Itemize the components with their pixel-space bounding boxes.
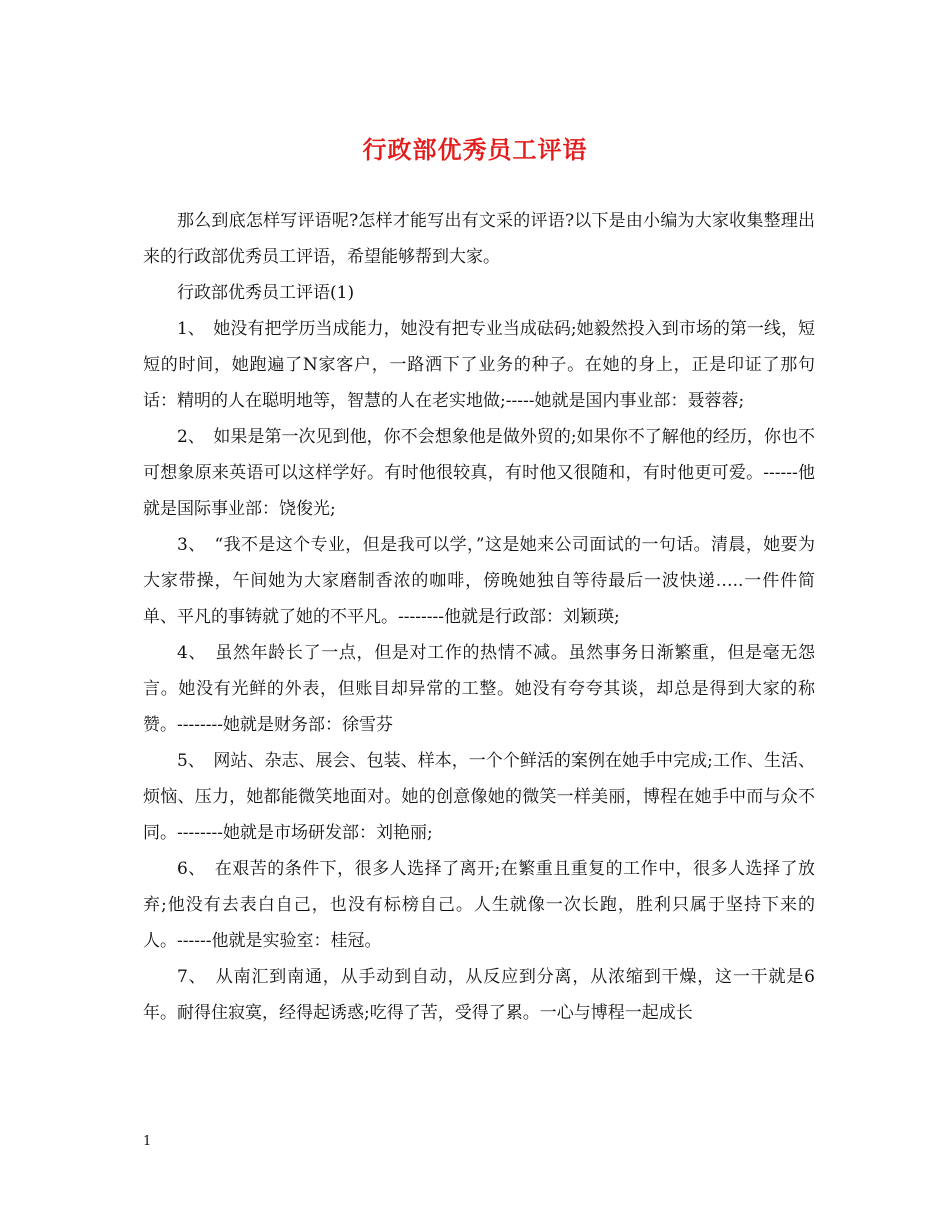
comment-paragraph-1: 1、 她没有把学历当成能力，她没有把专业当成砝码;她毅然投入到市场的第一线，短短的时间，她跑遍了N家客户，一路洒下了业务的种子。在她的身上，正是印证了那句话：精明的人在聪明地等，智慧的人在老实地做;-----她就是国内事业部：聂蓉蓉; [143,319,815,411]
comment-paragraph-7: 7、 从南汇到南通，从手动到自动，从反应到分离，从浓缩到干燥，这一干就是6年。耐得住寂寞，经得起诱惑;吃得了苦，受得了累。一心与博程一起成长 [143,967,815,1023]
comment-paragraph-4: 4、 虽然年龄长了一点，但是对工作的热情不减。虽然事务日渐繁重，但是毫无怨言。她没有光鲜的外表，但账目却异常的工整。她没有夸夸其谈，却总是得到大家的称赞。--------她就是财务部：徐雪芬 [143,643,815,735]
document-body [143,203,815,1031]
comment-paragraph-3: 3、 “我不是这个专业，但是我可以学，”这是她来公司面试的一句话。清晨，她要为大家带操，午间她为大家磨制香浓的咖啡，傍晚她独自等待最后一波快递…..一件件简单、平凡的事铸就了她的不平凡。--------他就是行政部：刘颖瑛; [143,535,815,627]
comment-paragraph-6: 6、 在艰苦的条件下，很多人选择了离开;在繁重且重复的工作中，很多人选择了放弃;他没有去表白自己，也没有标榜自己。人生就像一次长跑，胜利只属于坚持下来的人。------他就是实验室：桂冠。 [143,859,815,951]
page-number: 1 [143,1134,152,1149]
section-heading: 行政部优秀员工评语(1) [177,283,355,303]
comment-paragraph-2: 2、 如果是第一次见到他，你不会想象他是做外贸的;如果你不了解他的经历，你也不可想象原来英语可以这样学好。有时他很较真，有时他又很随和，有时他更可爱。------他就是国际事业部：饶俊光; [143,427,815,519]
comment-paragraph-5: 5、 网站、杂志、展会、包装、样本，一个个鲜活的案例在她手中完成;工作、生活、烦恼、压力，她都能微笑地面对。她的创意像她的微笑一样美丽，博程在她手中而与众不同。--------她就是市场研发部：刘艳丽; [143,751,815,843]
document-title: 行政部优秀员工评语 [362,136,588,164]
intro-paragraph: 那么到底怎样写评语呢?怎样才能写出有文采的评语?以下是由小编为大家收集整理出来的行政部优秀员工评语，希望能够帮到大家。 [143,211,815,267]
